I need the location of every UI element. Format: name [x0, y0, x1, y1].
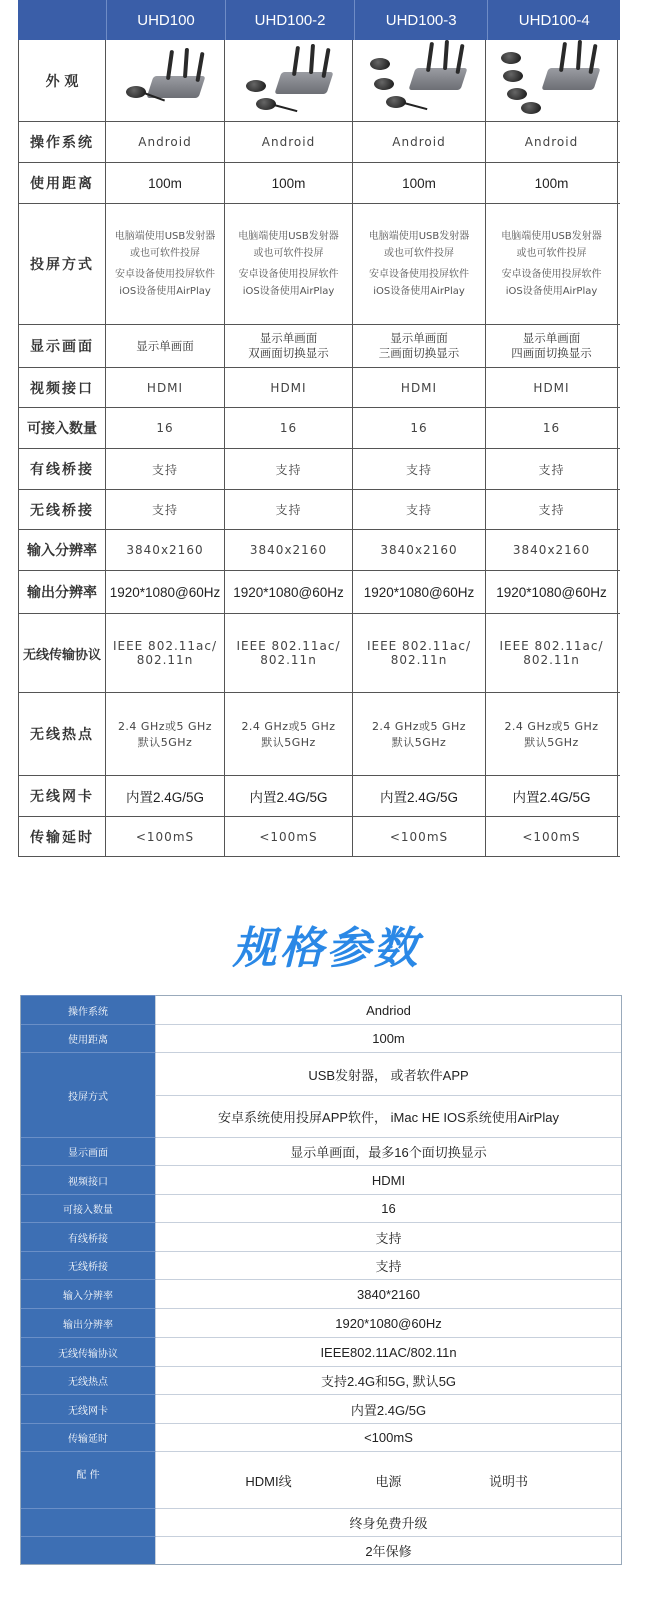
cell: HDMI	[225, 368, 353, 407]
spec-label: 无线传输协议	[21, 1337, 156, 1366]
cell	[353, 693, 486, 775]
cell	[106, 693, 225, 775]
spec-row	[21, 1165, 621, 1194]
cell	[486, 204, 618, 324]
spec-label-empty	[21, 1508, 156, 1536]
cell: 支持	[486, 490, 618, 529]
cast-line: iOS设备使用AirPlay	[505, 286, 598, 297]
spec-row	[21, 1366, 621, 1394]
cast-line: iOS设备使用AirPlay	[119, 286, 211, 297]
model-header: UHD100-4	[487, 0, 620, 40]
row-label: 无线热点	[18, 693, 106, 775]
cell: <100mS	[106, 817, 225, 856]
row-input-resolution	[18, 530, 620, 571]
display-sub: 双画面切换显示	[248, 346, 329, 360]
spec-row	[21, 1337, 621, 1366]
spec-row	[21, 1508, 621, 1536]
cell: Android	[486, 122, 618, 162]
row-label: 显示画面	[18, 325, 106, 367]
cell: 100m	[486, 163, 618, 203]
display-main: 显示单画面	[522, 331, 581, 345]
cell	[225, 693, 353, 775]
spec-row	[21, 1222, 621, 1251]
accessory-item: 说明书	[488, 1473, 528, 1489]
cast-line: 电脑端使用USB发射器	[114, 231, 216, 242]
spec-label: 显示画面	[21, 1137, 156, 1165]
cast-line: 电脑端使用USB发射器	[501, 231, 602, 242]
receiver-image	[234, 46, 344, 116]
row-nic	[18, 776, 620, 817]
spec-value: 安卓系统使用投屏APP软件， iMac HE IOS系统使用AirPlay	[156, 1095, 621, 1137]
spec-label: 操作系统	[21, 995, 156, 1024]
spec-row	[21, 1536, 621, 1564]
cell: <100mS	[486, 817, 618, 856]
spec-row	[21, 1394, 621, 1423]
cell: HDMI	[106, 368, 225, 407]
spec-value: 2年保修	[365, 1544, 412, 1559]
cell: 3840x2160	[486, 530, 618, 570]
hotspot-line: 默认5GHz	[391, 736, 447, 749]
spec-label: 使用距离	[21, 1024, 156, 1052]
spec-value: 16	[381, 1201, 396, 1216]
row-label: 外 观	[18, 40, 106, 121]
cast-line: 或也可软件投屏	[130, 248, 200, 259]
spec-value: 3840*2160	[357, 1286, 420, 1302]
spec-value: 终身免费升级	[349, 1516, 428, 1531]
cell	[486, 325, 618, 367]
row-os	[18, 122, 620, 163]
spec-label: 无线网卡	[21, 1394, 156, 1423]
cell: 1920*1080@60Hz	[353, 571, 486, 613]
cell: 100m	[225, 163, 353, 203]
cell: HDMI	[353, 368, 486, 407]
cell: <100mS	[225, 817, 353, 856]
spec-label: 视频接口	[21, 1165, 156, 1194]
cell: 内置2.4G/5G	[486, 776, 618, 816]
cell: Android	[106, 122, 225, 162]
spec-row	[21, 1052, 621, 1137]
row-label: 传输延时	[18, 817, 106, 856]
spec-row	[21, 1423, 621, 1451]
cell	[106, 325, 225, 367]
spec-value: 支持	[375, 1259, 402, 1274]
spec-label: 输入分辨率	[21, 1279, 156, 1308]
row-video	[18, 368, 620, 408]
cell	[353, 614, 486, 692]
spec-value: Andriod	[366, 1002, 411, 1018]
spec-label: 无线桥接	[21, 1251, 156, 1279]
cell: 1920*1080@60Hz	[106, 571, 225, 613]
row-protocol	[18, 614, 620, 693]
cell: 支持	[353, 490, 486, 529]
protocol-line: IEEE 802.11ac/	[499, 639, 604, 653]
row-hotspot	[18, 693, 620, 776]
comparison-table	[18, 0, 620, 857]
display-main: 显示单画面	[390, 331, 448, 345]
hotspot-line: 2.4 GHz或5 GHz	[241, 720, 336, 733]
row-appearance	[18, 40, 620, 122]
spec-label: 有线桥接	[21, 1222, 156, 1251]
row-count	[18, 408, 620, 449]
cast-line: 或也可软件投屏	[516, 248, 587, 259]
row-latency	[18, 817, 620, 857]
spec-value: HDMI	[371, 1172, 406, 1188]
product-image	[106, 40, 225, 121]
cell: Android	[225, 122, 353, 162]
cast-line: 安卓设备使用投屏软件	[501, 269, 602, 280]
row-display	[18, 325, 620, 368]
spec-row	[21, 1137, 621, 1165]
product-image	[353, 40, 486, 121]
row-label: 输入分辨率	[18, 530, 106, 570]
row-label: 视频接口	[18, 368, 106, 407]
spec-value: 支持	[375, 1230, 402, 1246]
cell: 100m	[353, 163, 486, 203]
spec-label: 传输延时	[21, 1423, 156, 1451]
cast-line: 安卓设备使用投屏软件	[369, 269, 469, 280]
model-header: UHD100-3	[354, 0, 488, 40]
cast-line: 安卓设备使用投屏软件	[115, 269, 215, 280]
spec-row	[21, 1451, 621, 1508]
protocol-line: IEEE 802.11ac/	[366, 639, 472, 653]
hotspot-line: 默认5GHz	[524, 736, 579, 749]
row-label: 可接入数量	[18, 408, 106, 448]
spec-row	[21, 1308, 621, 1337]
accessory-item: HDMI线	[245, 1473, 292, 1489]
cell: 3840x2160	[106, 530, 225, 570]
row-label: 使用距离	[18, 163, 106, 203]
cell: 支持	[353, 449, 486, 489]
cell: 支持	[225, 490, 353, 529]
product-image	[486, 40, 618, 121]
product-image	[225, 40, 353, 121]
spec-label: 配 件	[21, 1451, 156, 1508]
spec-row	[21, 996, 621, 1024]
cell	[106, 614, 225, 692]
cell: 支持	[106, 490, 225, 529]
cell	[353, 204, 486, 324]
display-sub: 四画面切换显示	[511, 346, 592, 360]
row-label: 输出分辨率	[18, 571, 106, 613]
spec-row	[21, 1194, 621, 1222]
spec-label-empty	[21, 1536, 156, 1564]
protocol-line: 802.11n	[260, 653, 317, 667]
cast-line: 电脑端使用USB发射器	[368, 231, 470, 242]
row-wireless-bridge	[18, 490, 620, 530]
spec-label: 可接入数量	[21, 1194, 156, 1222]
row-label: 无线传输协议	[18, 614, 106, 692]
row-label: 无线桥接	[18, 490, 106, 529]
cell: 16	[225, 408, 353, 448]
row-label: 有线桥接	[18, 449, 106, 489]
spec-value: USB发射器， 或者软件APP	[308, 1067, 469, 1083]
protocol-line: 802.11n	[390, 653, 448, 667]
cell: 支持	[106, 449, 225, 489]
cell: 16	[106, 408, 225, 448]
cast-line: 或也可软件投屏	[253, 248, 324, 259]
row-label: 投屏方式	[18, 204, 106, 324]
spec-value: 100m	[372, 1031, 405, 1046]
row-output-resolution	[18, 571, 620, 614]
spec-value: 支持2.4G和5G, 默认5G	[320, 1374, 457, 1389]
cell	[486, 614, 618, 692]
spec-label: 投屏方式	[21, 1052, 156, 1137]
header-corner	[18, 0, 106, 40]
protocol-line: IEEE 802.11ac/	[112, 639, 218, 653]
comparison-header	[18, 0, 620, 40]
receiver-image	[110, 46, 220, 116]
cell: 16	[353, 408, 486, 448]
protocol-line: IEEE 802.11ac/	[236, 639, 341, 653]
cell: 支持	[225, 449, 353, 489]
hotspot-line: 2.4 GHz或5 GHz	[371, 720, 467, 733]
section-title: 规格参数	[232, 923, 421, 974]
hotspot-line: 默认5GHz	[137, 736, 193, 749]
spec-value: 显示单画面，最多16个面切换显示	[290, 1145, 487, 1160]
row-wired-bridge	[18, 449, 620, 490]
spec-row	[21, 1251, 621, 1279]
display-main: 显示单画面	[259, 331, 318, 345]
spec-table	[20, 995, 622, 1565]
spec-value: 1920*1080@60Hz	[335, 1315, 442, 1331]
cell: 内置2.4G/5G	[353, 776, 486, 816]
cell	[225, 204, 353, 324]
receiver-image	[497, 46, 607, 116]
cell: 1920*1080@60Hz	[225, 571, 353, 613]
cast-line: 电脑端使用USB发射器	[238, 231, 339, 242]
display-main: 显示单画面	[136, 338, 194, 353]
cell	[225, 614, 353, 692]
protocol-line: 802.11n	[523, 653, 580, 667]
cell: 100m	[106, 163, 225, 203]
hotspot-line: 2.4 GHz或5 GHz	[117, 720, 213, 733]
spec-label: 输出分辨率	[21, 1308, 156, 1337]
row-label: 操作系统	[18, 122, 106, 162]
model-header: UHD100-2	[225, 0, 354, 40]
cell: Android	[353, 122, 486, 162]
protocol-line: 802.11n	[136, 653, 194, 667]
cell: <100mS	[353, 817, 486, 856]
spec-value: <100mS	[364, 1430, 413, 1445]
spec-row	[21, 1279, 621, 1308]
cell: 16	[486, 408, 618, 448]
model-header: UHD100	[106, 0, 226, 40]
cell: 支持	[486, 449, 618, 489]
accessories-list	[156, 1452, 621, 1508]
cell: HDMI	[486, 368, 618, 407]
row-distance	[18, 163, 620, 204]
receiver-image	[364, 46, 474, 116]
cell	[486, 693, 618, 775]
cast-line: 或也可软件投屏	[384, 248, 454, 259]
accessory-item: 电源	[375, 1473, 402, 1489]
row-cast	[18, 204, 620, 325]
cast-line: 安卓设备使用投屏软件	[238, 269, 339, 280]
hotspot-line: 2.4 GHz或5 GHz	[504, 720, 599, 733]
cell: 1920*1080@60Hz	[486, 571, 618, 613]
spec-value: 内置2.4G/5G	[350, 1402, 427, 1418]
cell: 3840x2160	[353, 530, 486, 570]
spec-label: 无线热点	[21, 1366, 156, 1394]
cell: 3840x2160	[225, 530, 353, 570]
row-label: 无线网卡	[18, 776, 106, 816]
spec-row	[21, 1024, 621, 1052]
cell	[106, 204, 225, 324]
cell	[353, 325, 486, 367]
cell: 内置2.4G/5G	[225, 776, 353, 816]
cell: 内置2.4G/5G	[106, 776, 225, 816]
cell	[225, 325, 353, 367]
cast-line: iOS设备使用AirPlay	[242, 286, 335, 297]
cast-line: iOS设备使用AirPlay	[373, 286, 465, 297]
hotspot-line: 默认5GHz	[261, 736, 316, 749]
spec-value: IEEE802.11AC/802.11n	[320, 1344, 457, 1360]
display-sub: 三画面切换显示	[378, 346, 460, 360]
